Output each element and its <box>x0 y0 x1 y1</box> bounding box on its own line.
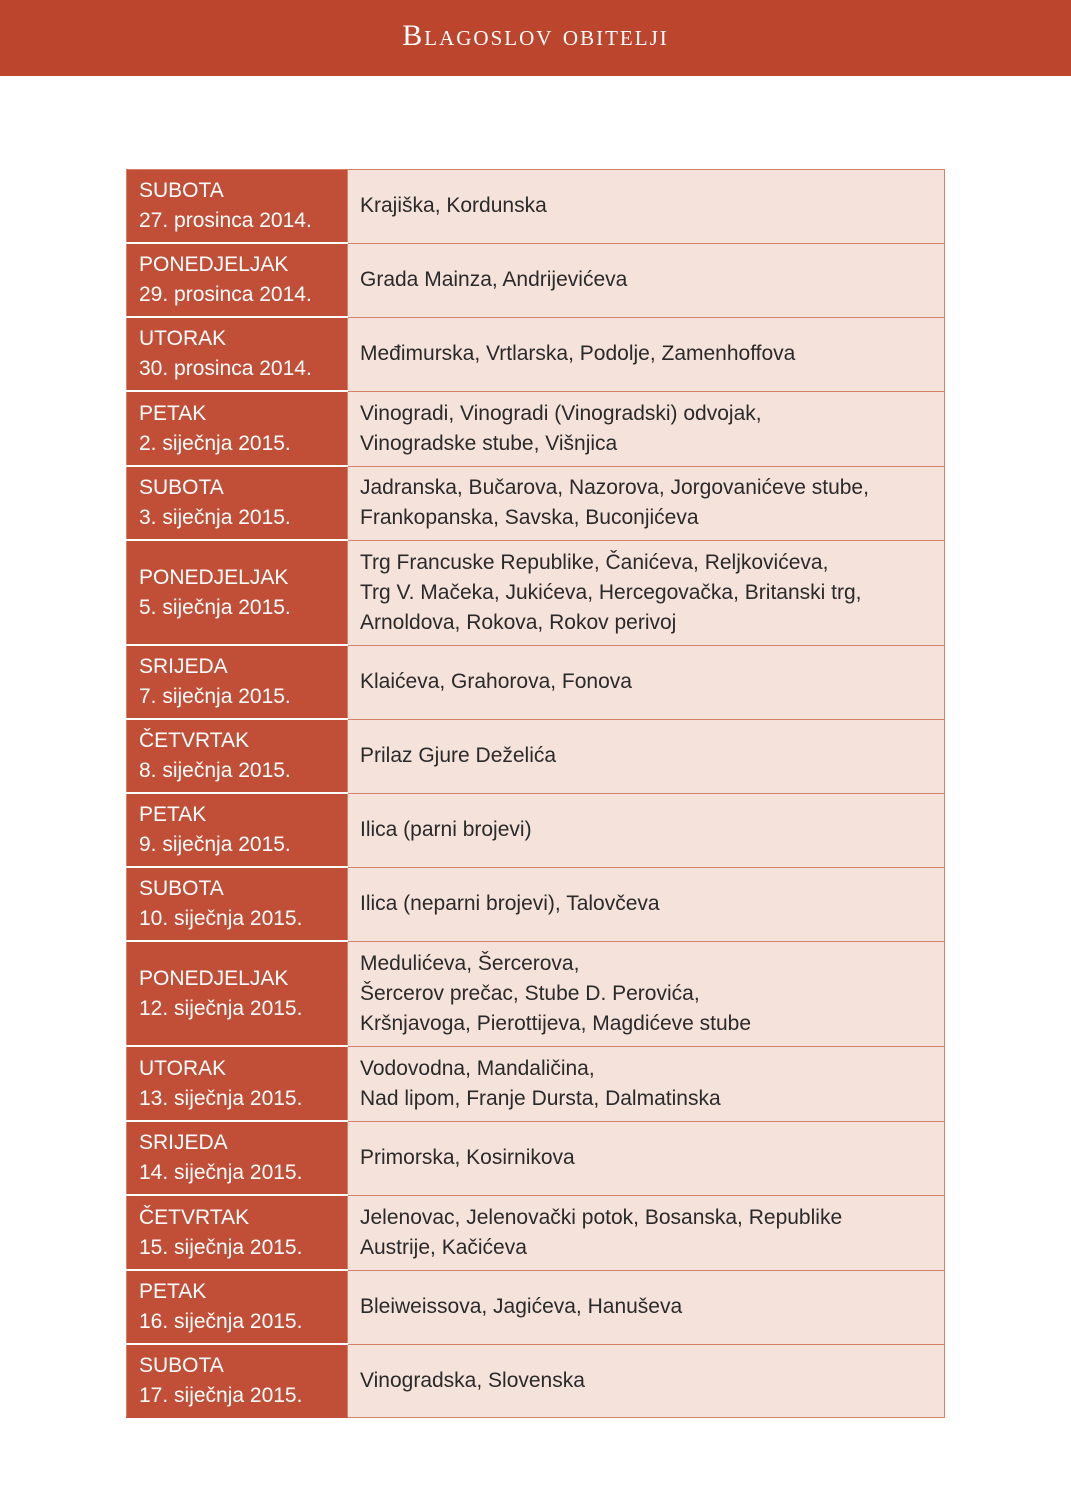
day-name: SUBOTA <box>139 877 224 900</box>
day-date: 10. siječnja 2015. <box>139 907 303 930</box>
day-cell <box>127 1046 348 1121</box>
street-line: Frankopanska, Savska, Buconjićeva <box>360 506 699 529</box>
street-line: Šercerov prečac, Stube D. Perovića, <box>360 981 700 1005</box>
schedule-row <box>127 1344 945 1418</box>
streets-cell <box>348 317 945 391</box>
streets-cell <box>348 243 945 317</box>
day-name: PONEDJELJAK <box>139 966 289 990</box>
streets-cell <box>348 391 945 466</box>
street-line: Krajiška, Kordunska <box>360 194 547 218</box>
street-line: Grada Mainza, Andrijevićeva <box>360 268 628 291</box>
streets-cell <box>348 941 945 1046</box>
street-line: Kršnjavoga, Pierottijeva, Magdićeve stube <box>360 1011 752 1035</box>
streets-cell <box>348 867 945 941</box>
schedule-row <box>127 719 945 793</box>
street-line: Klaićeva, Grahorova, Fonova <box>360 670 632 693</box>
day-name: UTORAK <box>139 327 227 350</box>
streets-cell <box>348 1195 945 1270</box>
schedule-row <box>127 1121 945 1195</box>
day-date: 5. siječnja 2015. <box>139 595 291 619</box>
day-name: ČETVRTAK <box>139 729 250 752</box>
street-line: Vinogradi, Vinogradi (Vinogradski) odvojak, <box>360 401 762 425</box>
day-name: PETAK <box>139 1280 207 1303</box>
day-cell <box>127 645 348 719</box>
streets-cell <box>348 170 945 244</box>
day-date: 7. siječnja 2015. <box>139 685 291 708</box>
day-name: PETAK <box>139 803 207 826</box>
streets-cell <box>348 1270 945 1344</box>
schedule-table <box>126 169 945 1418</box>
schedule-row <box>127 170 945 244</box>
day-date: 8. siječnja 2015. <box>139 759 291 782</box>
day-cell <box>127 1195 348 1270</box>
schedule-row <box>127 645 945 719</box>
street-line: Trg V. Mačeka, Jukićeva, Hercegovačka, Britanski trg, <box>360 580 862 604</box>
schedule-row <box>127 1046 945 1121</box>
day-date: 14. siječnja 2015. <box>139 1161 303 1184</box>
street-line: Međimurska, Vrtlarska, Podolje, Zamenhoffova <box>360 342 796 365</box>
streets-cell <box>348 719 945 793</box>
day-name: SRIJEDA <box>139 655 228 678</box>
streets-cell <box>348 1046 945 1121</box>
street-line: Prilaz Gjure Deželića <box>360 744 557 767</box>
day-cell <box>127 170 348 244</box>
day-name: PETAK <box>139 401 207 425</box>
day-date: 17. siječnja 2015. <box>139 1384 303 1407</box>
day-cell <box>127 719 348 793</box>
schedule-row <box>127 391 945 466</box>
day-date: 2. siječnja 2015. <box>139 431 291 455</box>
streets-cell <box>348 1344 945 1418</box>
day-cell <box>127 1344 348 1418</box>
day-date: 15. siječnja 2015. <box>139 1235 303 1259</box>
day-cell <box>127 317 348 391</box>
streets-cell <box>348 466 945 540</box>
street-line: Vinogradske stube, Višnjica <box>360 431 618 455</box>
streets-cell <box>348 645 945 719</box>
street-line: Primorska, Kosirnikova <box>360 1146 575 1169</box>
streets-cell <box>348 1121 945 1195</box>
day-date: 29. prosinca 2014. <box>139 283 312 306</box>
street-line: Nad lipom, Franje Dursta, Dalmatinska <box>360 1086 721 1110</box>
day-name: SRIJEDA <box>139 1131 228 1154</box>
day-name: ČETVRTAK <box>139 1205 250 1229</box>
street-line: Ilica (neparni brojevi), Talovčeva <box>360 892 660 915</box>
street-line: Jelenovac, Jelenovački potok, Bosanska, Republike <box>360 1205 843 1229</box>
day-date: 9. siječnja 2015. <box>139 833 291 856</box>
schedule-body <box>127 170 945 1418</box>
day-date: 12. siječnja 2015. <box>139 996 303 1020</box>
schedule-row <box>127 317 945 391</box>
street-line: Jadranska, Bučarova, Nazorova, Jorgovanićeve stube, <box>360 476 869 499</box>
schedule-row <box>127 793 945 867</box>
schedule-row <box>127 540 945 645</box>
street-line: Ilica (parni brojevi) <box>360 818 532 841</box>
day-cell <box>127 391 348 466</box>
day-cell <box>127 1270 348 1344</box>
schedule-row <box>127 1195 945 1270</box>
streets-cell <box>348 540 945 645</box>
day-cell <box>127 1121 348 1195</box>
street-line: Trg Francuske Republike, Čanićeva, Reljkovićeva, <box>360 550 829 574</box>
street-line: Arnoldova, Rokova, Rokov perivoj <box>360 610 677 634</box>
day-cell <box>127 466 348 540</box>
streets-cell <box>348 793 945 867</box>
day-name: SUBOTA <box>139 476 224 499</box>
day-cell <box>127 243 348 317</box>
schedule-row <box>127 941 945 1046</box>
day-date: 16. siječnja 2015. <box>139 1310 303 1333</box>
schedule-row <box>127 243 945 317</box>
day-name: PONEDJELJAK <box>139 565 289 589</box>
day-cell <box>127 540 348 645</box>
street-line: Medulićeva, Šercerova, <box>360 951 580 975</box>
street-line: Bleiweissova, Jagićeva, Hanuševa <box>360 1295 683 1318</box>
schedule-row <box>127 466 945 540</box>
day-cell <box>127 867 348 941</box>
day-name: UTORAK <box>139 1056 227 1080</box>
day-date: 3. siječnja 2015. <box>139 506 291 529</box>
day-date: 30. prosinca 2014. <box>139 357 312 380</box>
page-title: Blagoslov obitelji <box>402 19 669 52</box>
day-name: SUBOTA <box>139 179 224 202</box>
street-line: Vinogradska, Slovenska <box>360 1368 585 1392</box>
street-line: Austrije, Kačićeva <box>360 1235 527 1259</box>
page-header <box>0 0 1071 76</box>
schedule-row <box>127 867 945 941</box>
schedule-row <box>127 1270 945 1344</box>
day-name: SUBOTA <box>139 1354 224 1377</box>
day-cell <box>127 793 348 867</box>
street-line: Vodovodna, Mandaličina, <box>360 1056 595 1080</box>
day-cell <box>127 941 348 1046</box>
day-date: 13. siječnja 2015. <box>139 1086 303 1110</box>
day-date: 27. prosinca 2014. <box>139 209 312 232</box>
day-name: PONEDJELJAK <box>139 253 289 276</box>
